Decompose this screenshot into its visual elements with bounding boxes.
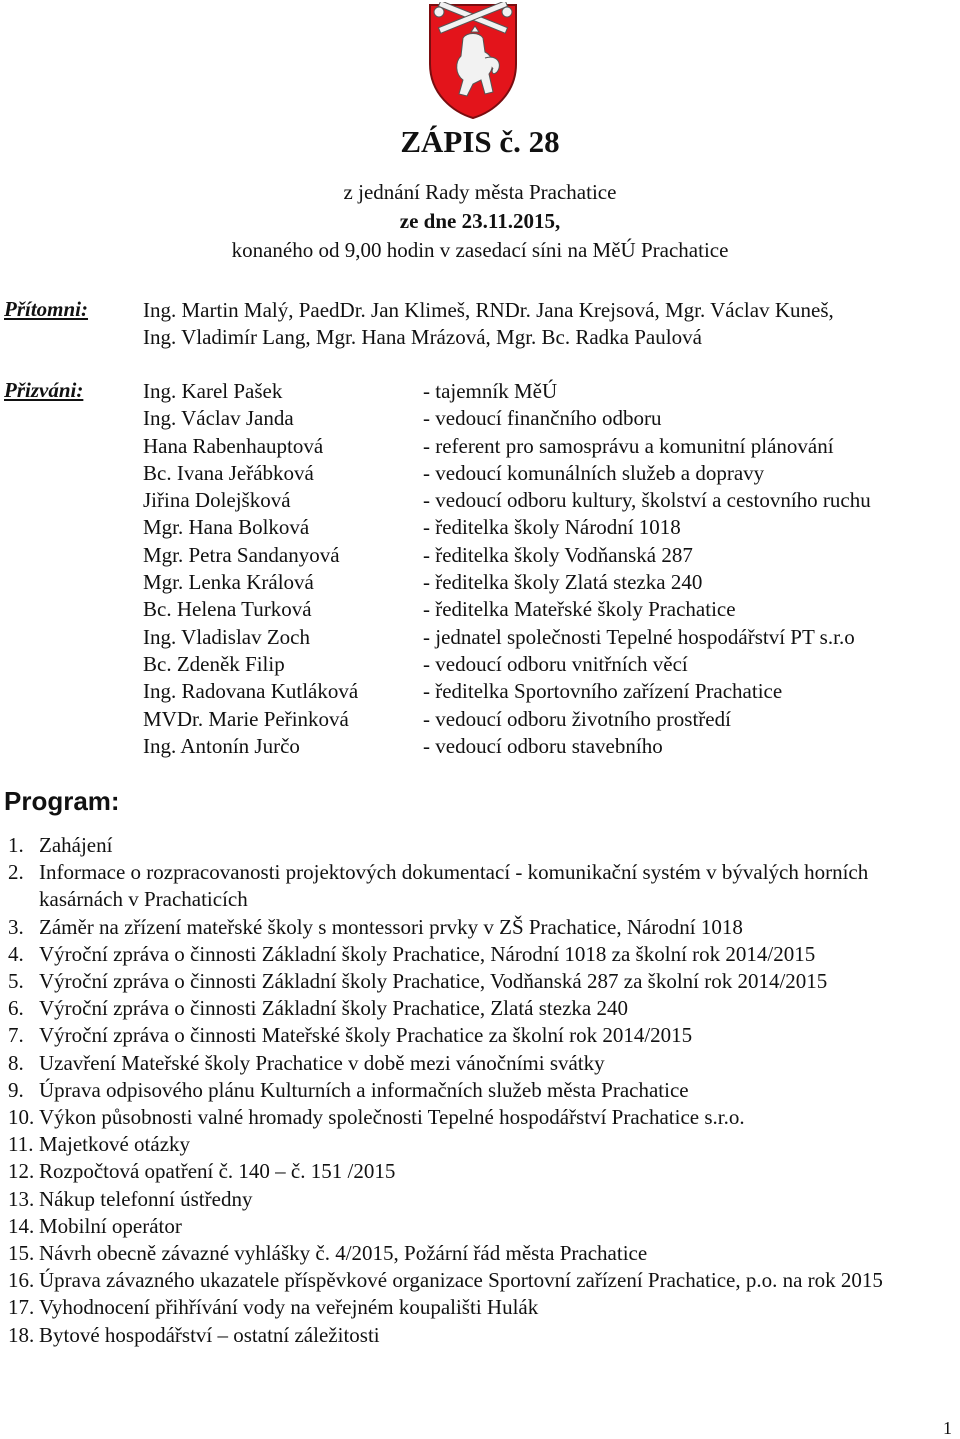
program-item (8, 859, 948, 913)
program-item (8, 1267, 948, 1294)
invited-role: - vedoucí komunálních služeb a dopravy (423, 460, 765, 485)
invited-role: - vedoucí finančního odboru (423, 406, 662, 431)
program-item-number: 16. (8, 1268, 35, 1293)
program-item (8, 1213, 948, 1240)
program-item-text: Výroční zpráva o činnosti Základní školy Prachatice, Vodňanská 287 za školní rok 2014/2015 (39, 969, 828, 994)
program-item (8, 1104, 948, 1131)
program-item-text: Informace o rozpracovanosti projektových dokumentací - komunikační systém v bývalých horních kasárnách v Prachaticích (39, 860, 869, 912)
program-item (8, 832, 948, 859)
program-item-number: 12. (8, 1159, 35, 1184)
invited-role: - ředitelka školy Zlatá stezka 240 (423, 570, 703, 595)
program-item-text: Návrh obecně závazné vyhlášky č. 4/2015, Požární řád města Prachatice (39, 1241, 648, 1266)
program-item-number: 7. (8, 1023, 24, 1048)
program-item (8, 1022, 948, 1049)
program-item (8, 995, 948, 1022)
invited-name: MVDr. Marie Peřinková (143, 706, 349, 731)
program-item-text: Zahájení (39, 833, 113, 857)
invited-name: Mgr. Petra Sandanyová (143, 542, 340, 567)
invited-name: Bc. Zdeněk Filip (143, 651, 285, 676)
program-item-text: Bytové hospodářství – ostatní záležitosti (39, 1322, 380, 1347)
invited-role: - ředitelka Mateřské školy Prachatice (423, 597, 736, 622)
program-item-number: 8. (8, 1050, 24, 1075)
program-item-text: Uzavření Mateřské školy Prachatice v době mezi vánočními svátky (39, 1050, 605, 1075)
invited-role: - vedoucí odboru kultury, školství a cestovního ruchu (423, 488, 871, 513)
program-item-number: 11. (8, 1132, 34, 1157)
program-item (8, 1322, 948, 1349)
invited-role: - referent pro samosprávu a komunitní plánování (423, 433, 834, 458)
invited-role: - ředitelka Sportovního zařízení Prachatice (423, 679, 783, 704)
invited-name: Mgr. Lenka Králová (143, 570, 314, 595)
present-list (143, 297, 834, 351)
invited-name: Ing. Antonín Jurčo (143, 733, 300, 758)
present-line: Ing. Vladimír Lang, Mgr. Hana Mrázová, Mgr. Bc. Radka Paulová (143, 325, 702, 349)
program-item-text: Úprava závazného ukazatele příspěvkové organizace Sportovní zařízení Prachatice, p.o. na rok 2015 (39, 1268, 883, 1293)
program-item (8, 1050, 948, 1077)
document-title: ZÁPIS č. 28 (400, 124, 560, 159)
program-item-text: Výroční zpráva o činnosti Základní školy Prachatice, Zlatá stezka 240 (39, 996, 628, 1021)
meeting-body: z jednání Rady města Prachatice (343, 180, 617, 204)
invited-name: Ing. Václav Janda (143, 406, 294, 431)
program-item (8, 941, 948, 968)
program-item (8, 1131, 948, 1158)
invited-role: - ředitelka školy Vodňanská 287 (423, 542, 693, 567)
program-item (8, 1077, 948, 1104)
program-item-number: 6. (8, 996, 24, 1021)
program-item-text: Záměr na zřízení mateřské školy s montessori prvky v ZŠ Prachatice, Národní 1018 (39, 914, 743, 939)
program-item-text: Rozpočtová opatření č. 140 – č. 151 /2015 (39, 1159, 396, 1184)
invited-name: Jiřina Dolejšková (143, 488, 291, 513)
invited-role: - jednatel společnosti Tepelné hospodářství PT s.r.o (423, 624, 855, 649)
program-item-number: 3. (8, 914, 24, 939)
program-item (8, 968, 948, 995)
program-item-number: 5. (8, 969, 24, 994)
program-item (8, 1294, 948, 1321)
program-item-text: Majetkové otázky (39, 1132, 191, 1157)
invited-role: - ředitelka školy Národní 1018 (423, 515, 681, 540)
program-item-number: 15. (8, 1241, 35, 1266)
page-number: 1 (943, 1418, 952, 1438)
program-heading: Program: (4, 786, 120, 816)
program-item-text: Výroční zpráva o činnosti Základní školy Prachatice, Národní 1018 za školní rok 2014/2015 (39, 941, 816, 966)
invited-role: - vedoucí odboru vnitřních věcí (423, 651, 688, 676)
invited-name: Ing. Karel Pašek (143, 379, 283, 403)
invited-name: Hana Rabenhauptová (143, 433, 324, 458)
invited-name: Bc. Helena Turková (143, 597, 312, 622)
program-item-number: 13. (8, 1186, 35, 1211)
program-item-number: 2. (8, 860, 24, 885)
program-item-number: 18. (8, 1322, 35, 1347)
present-line: Ing. Martin Malý, PaedDr. Jan Klimeš, RNDr. Jana Krejsová, Mgr. Václav Kuneš, (143, 298, 834, 322)
invited-role: - vedoucí odboru stavebního (423, 733, 663, 758)
program-item-text: Mobilní operátor (39, 1213, 182, 1238)
program-item-number: 10. (8, 1105, 35, 1130)
program-item-number: 9. (8, 1077, 24, 1102)
invited-name: Ing. Vladislav Zoch (143, 624, 310, 649)
program-item-text: Vyhodnocení přihřívání vody na veřejném koupališti Hulák (39, 1295, 539, 1320)
program-item (8, 1186, 948, 1213)
program-item-text: Výkon působnosti valné hromady společnosti Tepelné hospodářství Prachatice s.r.o. (39, 1105, 745, 1130)
invited-role: - vedoucí odboru životního prostředí (423, 706, 731, 731)
program-item (8, 1158, 948, 1185)
city-coat-of-arms (427, 2, 519, 120)
program-item-text: Úprava odpisového plánu Kulturních a informačních služeb města Prachatice (39, 1077, 689, 1102)
invited-name: Bc. Ivana Jeřábková (143, 460, 314, 485)
program-item-number: 14. (8, 1213, 35, 1238)
program-item (8, 1240, 948, 1267)
program-item-text: Nákup telefonní ústředny (39, 1186, 253, 1211)
meeting-location: konaného od 9,00 hodin v zasedací síni na MěÚ Prachatice (231, 238, 729, 262)
invited-label: Přizváni: (4, 378, 84, 402)
meeting-date: ze dne 23.11.2015, (399, 209, 561, 233)
invited-role: - tajemník MěÚ (423, 379, 558, 403)
invited-name: Mgr. Hana Bolková (143, 515, 310, 540)
program-item-number: 4. (8, 941, 24, 966)
present-label: Přítomni: (4, 297, 89, 321)
program-item-number: 17. (8, 1295, 35, 1320)
program-item-text: Výroční zpráva o činnosti Mateřské školy Prachatice za školní rok 2014/2015 (39, 1023, 693, 1048)
invited-name: Ing. Radovana Kutláková (143, 679, 359, 704)
program-list (8, 832, 948, 1349)
program-item-number: 1. (8, 833, 24, 857)
program-item (8, 914, 948, 941)
